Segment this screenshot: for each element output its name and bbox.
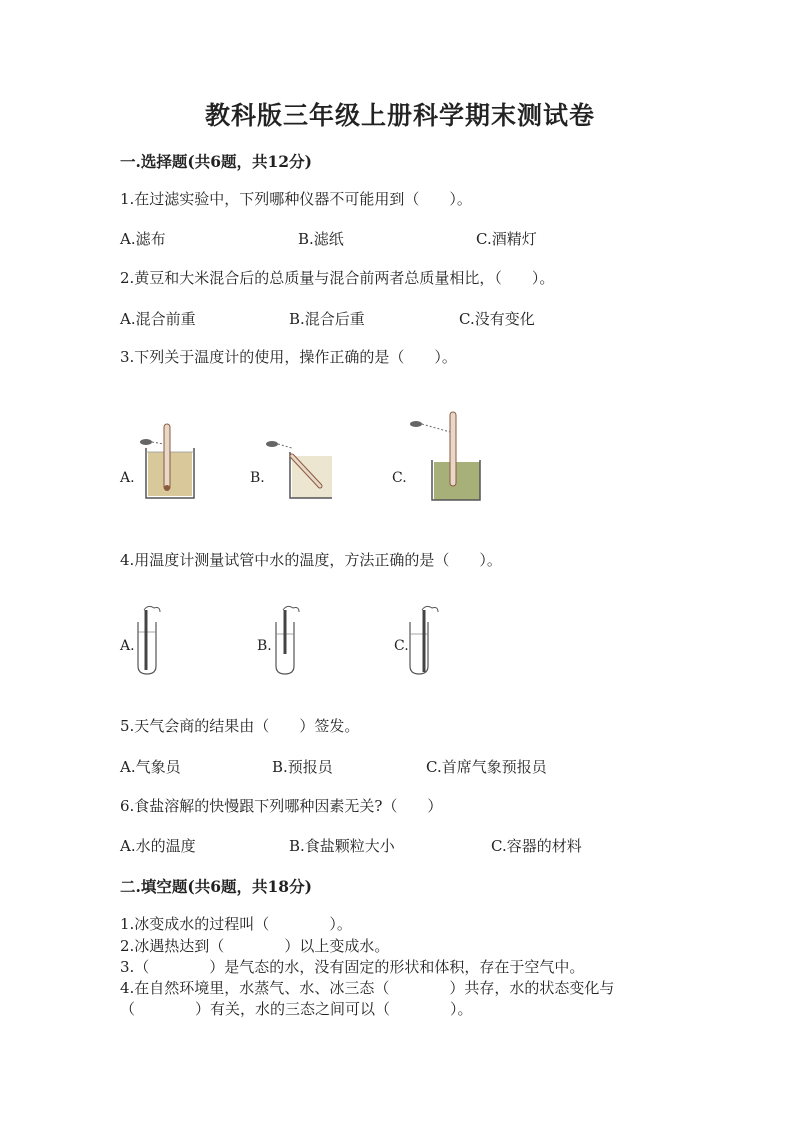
- fill-blank-1: 1.冰变成水的过程叫（ ）。: [120, 915, 352, 933]
- q3-beaker-b-figure: [262, 426, 332, 502]
- question-4: 4.用温度计测量试管中水的温度，方法正确的是（ ）。: [120, 551, 502, 569]
- question-1: 1.在过滤实验中，下列哪种仪器不可能用到（ ）。: [120, 190, 472, 208]
- q1-option-c: C.酒精灯: [476, 230, 537, 248]
- q4-option-c-label: C.: [394, 638, 409, 654]
- q6-option-a: A.水的温度: [120, 837, 196, 855]
- fill-blank-2: 2.冰遇热达到（ ）以上变成水。: [120, 937, 390, 955]
- q3-option-b-label: B.: [250, 470, 265, 486]
- q2-option-a: A.混合前重: [120, 310, 196, 328]
- page-title: 教科版三年级上册科学期末测试卷: [204, 101, 595, 130]
- q4-option-a-label: A.: [120, 638, 135, 654]
- q3-option-c-label: C.: [392, 470, 407, 486]
- section-heading-choice: 一.选择题(共6题，共12分): [120, 152, 312, 171]
- question-2: 2.黄豆和大米混合后的总质量与混合前两者总质量相比，（ ）。: [120, 269, 555, 287]
- q3-option-a-label: A.: [120, 470, 135, 486]
- q4-test-tube-c-figure: [406, 604, 440, 676]
- fill-blank-4: 4.在自然环境里，水蒸气、水、冰三态（ ）共存，水的状态变化与: [120, 979, 615, 997]
- q1-option-a: A.滤布: [120, 230, 166, 248]
- q2-option-c: C.没有变化: [459, 310, 535, 328]
- q5-option-c: C.首席气象预报员: [426, 758, 547, 776]
- q4-option-b-label: B.: [257, 638, 272, 654]
- q5-option-b: B.预报员: [272, 758, 333, 776]
- q4-test-tube-a-figure: [134, 604, 168, 676]
- q5-option-a: A.气象员: [120, 758, 181, 776]
- q2-option-b: B.混合后重: [289, 310, 365, 328]
- q3-beaker-c-figure: [408, 410, 482, 502]
- question-5: 5.天气会商的结果由（ ）签发。: [120, 717, 360, 735]
- fill-blank-3: 3.（ ）是气态的水，没有固定的形状和体积，存在于空气中。: [120, 958, 585, 976]
- question-3: 3.下列关于温度计的使用，操作正确的是（ ）。: [120, 348, 457, 366]
- question-6: 6.食盐溶解的快慢跟下列哪种因素无关?（ ）: [120, 797, 443, 815]
- section-heading-fill-blank: 二.填空题(共6题，共18分): [120, 877, 312, 896]
- q3-beaker-a-figure: [138, 418, 200, 502]
- fill-blank-4-continued: （ ）有关，水的三态之间可以（ ）。: [120, 1000, 473, 1018]
- q6-option-c: C.容器的材料: [491, 837, 582, 855]
- q6-option-b: B.食盐颗粒大小: [289, 837, 395, 855]
- q4-test-tube-b-figure: [272, 604, 306, 676]
- q1-option-b: B.滤纸: [298, 230, 344, 248]
